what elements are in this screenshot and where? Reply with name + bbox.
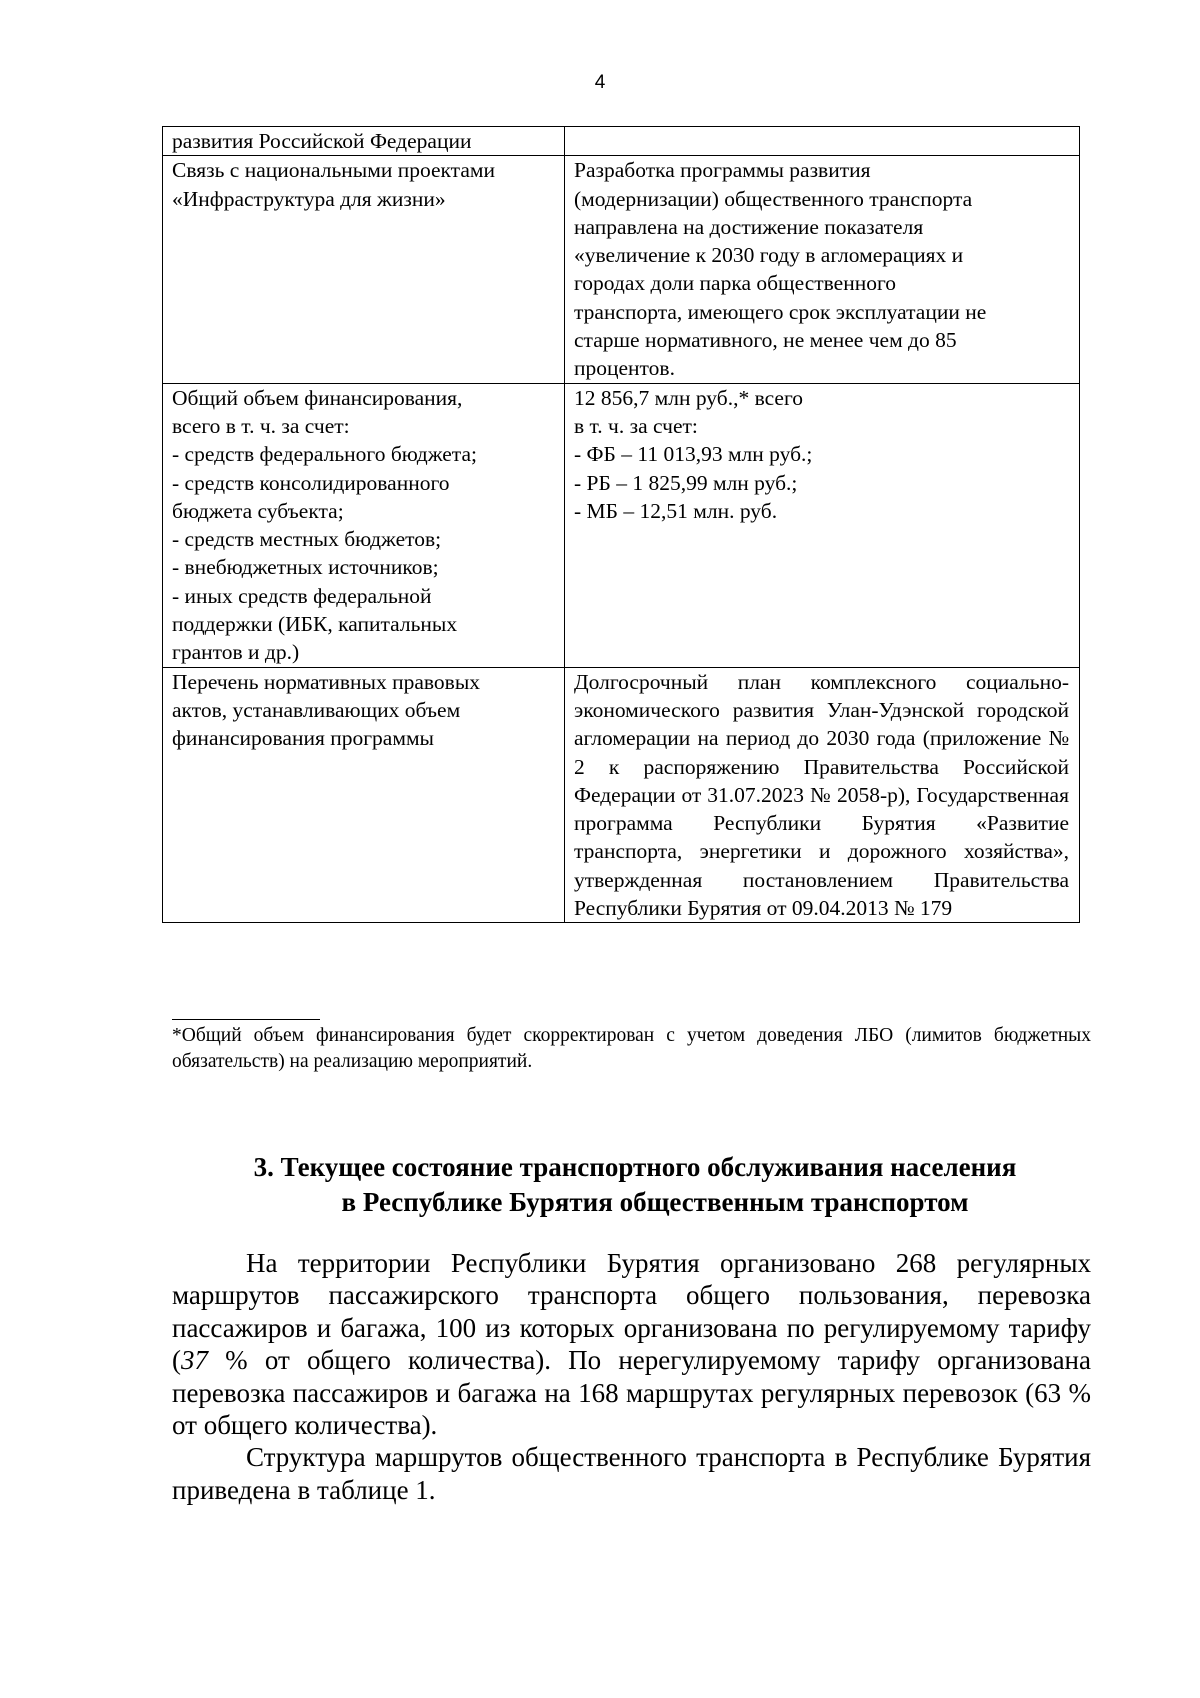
cell-line: транспорта, имеющего срок эксплуатации не: [574, 299, 987, 324]
cell-line: Перечень нормативных правовых: [172, 669, 481, 694]
cell-line: Связь с национальными проектами: [172, 158, 495, 183]
cell-line: «увеличение к 2030 году в агломерациях и: [574, 243, 964, 268]
cell-line: - средств местных бюджетов;: [172, 527, 442, 552]
paragraph: [172, 1247, 1091, 1441]
passport-table: [162, 126, 1080, 923]
cell-line: грантов и др.): [172, 640, 300, 665]
cell-line: - средств консолидированного: [172, 470, 450, 495]
row-value-cell: [565, 156, 1080, 383]
cell-line: (модернизации) общественного транспорта: [574, 186, 973, 211]
footnote: *Общий объем финансирования будет скорректирован с учетом доведения ЛБО (лимитов бюджетных обязательств) на реализацию мероприятий.: [172, 1025, 1091, 1072]
cell-line: всего в т. ч. за счет:: [172, 413, 350, 438]
cell-line: - РБ – 1 825,99 млн руб.;: [574, 470, 798, 495]
table-row: [163, 667, 1080, 923]
cell-line: Разработка программы развития: [574, 158, 871, 183]
cell-line: - средств федерального бюджета;: [172, 442, 477, 467]
cell-line: развития Российской Федерации: [172, 129, 472, 153]
row-label-cell: [163, 667, 565, 923]
cell-line: городах доли парка общественного: [574, 271, 896, 296]
paragraph-text: % от общего количества). По нерегулируемому тарифу организована перевозка пассажиров и багажа на 168 маршрутах регулярных перевозок (63 % от общего количества).: [172, 1345, 1091, 1441]
cell-line: бюджета субъекта;: [172, 498, 344, 523]
row-value-cell: Долгосрочный план комплексного социально-экономического развития Улан-Удэнской городской агломерации на период до 2030 года (приложение № 2 к распоряжению Правительства Российской Федерации от 31.07.2023 № 2058-р), Государственная программа Республики Бурятия «Развитие транспорта, энергетики и дорожного хозяйства», утвержденная постановлением Правительства Республики Бурятия от 09.04.2013 № 179: [565, 667, 1080, 923]
cell-line: - МБ – 12,51 млн. руб.: [574, 498, 778, 523]
cell-line: - внебюджетных источников;: [172, 555, 439, 580]
row-label-cell: [163, 383, 565, 667]
cell-line: «Инфраструктура для жизни»: [172, 186, 446, 211]
page-number: 4: [594, 72, 606, 93]
cell-line: поддержки (ИБК, капитальных: [172, 612, 458, 637]
section-body: [172, 1247, 1091, 1506]
row-value-cell: [565, 127, 1080, 156]
table-row: [163, 156, 1080, 383]
cell-line: - иных средств федеральной: [172, 583, 432, 608]
row-value-cell: [565, 383, 1080, 667]
cell-line: Общий объем финансирования,: [172, 385, 463, 410]
cell-line: финансирования программы: [172, 726, 434, 751]
table-row: [163, 383, 1080, 667]
table-row: [163, 127, 1080, 156]
paragraph: Структура маршрутов общественного транспорта в Республике Бурятия приведена в таблице 1.: [172, 1442, 1091, 1505]
cell-line: актов, устанавливающих объем: [172, 697, 461, 722]
cell-line: - ФБ – 11 013,93 млн руб.;: [574, 442, 813, 467]
section-heading-line: в Республике Бурятия общественным транспортом: [341, 1187, 969, 1217]
section-heading-line: 3. Текущее состояние транспортного обслуживания населения: [253, 1152, 1017, 1182]
cell-line: в т. ч. за счет:: [574, 413, 698, 438]
paragraph-italic-number: 37: [181, 1345, 208, 1376]
footnote-divider: [172, 1019, 320, 1020]
cell-line: направлена на достижение показателя: [574, 214, 924, 239]
row-label-cell: [163, 156, 565, 383]
paragraph-text: На территории Республики Бурятия организовано 268 регулярных маршрутов пассажирского транспорта общего пользования, перевозка пассажиров и багажа, 100 из которых организована по регулируемому тарифу (: [172, 1248, 1091, 1376]
section-heading: [0, 1150, 1200, 1220]
row-label-cell: [163, 127, 565, 156]
cell-line: 12 856,7 млн руб.,* всего: [574, 385, 803, 410]
cell-line: процентов.: [574, 356, 675, 381]
cell-line: старше нормативного, не менее чем до 85: [574, 328, 957, 353]
